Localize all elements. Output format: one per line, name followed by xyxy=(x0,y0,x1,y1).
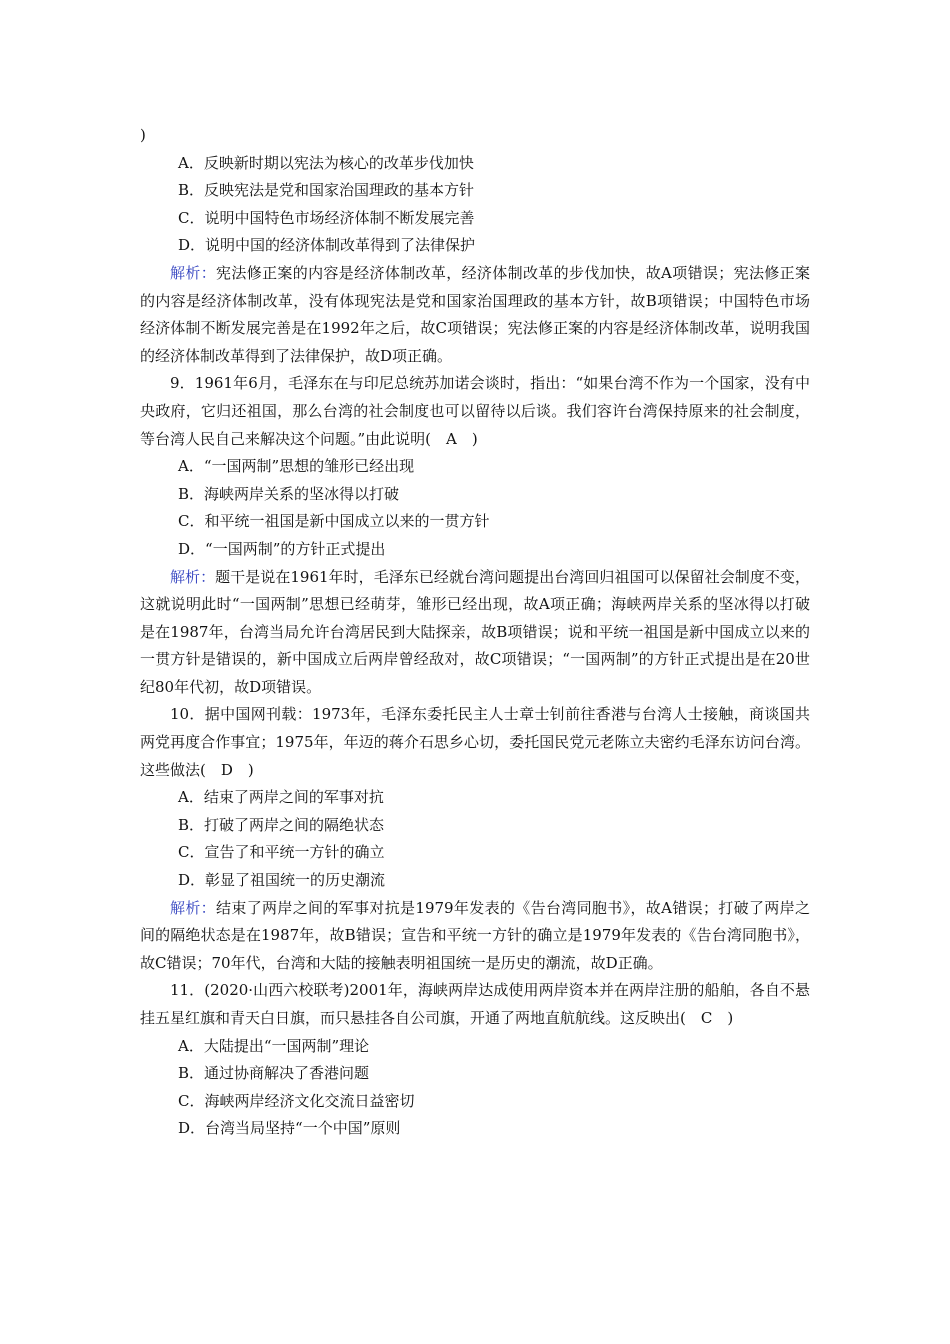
q9-option-b: B．海峡两岸关系的坚冰得以打破 xyxy=(178,484,400,503)
q8-option-c: C．说明中国特色市场经济体制不断发展完善 xyxy=(178,208,475,227)
q10-option-b: B．打破了两岸之间的隔绝状态 xyxy=(178,815,385,834)
q8-option-b: B．反映宪法是党和国家治国理政的基本方针 xyxy=(178,181,475,200)
q11-option-b: B．通过协商解决了香港问题 xyxy=(178,1064,370,1083)
q9-analysis xyxy=(140,564,810,702)
analysis-label: 解析： xyxy=(170,567,216,586)
analysis-text: 结束了两岸之间的军事对抗是1979年发表的《告台湾同胞书》，故A错误；打破了两岸之间的隔绝状态是在1987年，故B错误；宣告和平统一方针的确立是1979年发表的《告台湾同胞书》，故C错误；70年代，台湾和大陆的接触表明祖国统一是历史的潮流，故D正确。 xyxy=(140,898,810,972)
question-10: 10．据中国网刊载：1973年，毛泽东委托民主人士章士钊前往香港与台湾人士接触，商谈国共两党再度合作事宜；1975年，年迈的蒋介石思乡心切，委托国民党元老陈立夫密约毛泽东访问台湾。这些做法( D ) xyxy=(140,705,810,779)
q9-option-a: A．“一国两制”思想的雏形已经出现 xyxy=(178,457,415,476)
q11-option-c: C．海峡两岸经济文化交流日益密切 xyxy=(178,1091,415,1110)
q9-option-c: C．和平统一祖国是新中国成立以来的一贯方针 xyxy=(178,512,490,531)
q9-option-d: D．“一国两制”的方针正式提出 xyxy=(178,539,386,558)
question-11: 11．(2020·山西六校联考)2001年，海峡两岸达成使用两岸资本并在两岸注册的船舶，各自不悬挂五星红旗和青天白日旗，而只悬挂各自公司旗，开通了两地直航航线。这反映出( C ) xyxy=(140,981,810,1027)
analysis-text: 题干是说在1961年时，毛泽东已经就台湾问题提出台湾回归祖国可以保留社会制度不变，这就说明此时“一国两制”思想已经萌芽，雏形已经出现，故A项正确；海峡两岸关系的坚冰得以打破是在1987年，台湾当局允许台湾居民到大陆探亲，故B项错误；说和平统一祖国是新中国成立以来的一贯方针是错误的，新中国成立后两岸曾经敌对，故C项错误；“一国两制”的方针正式提出是在20世纪80年代初，故D项错误。 xyxy=(140,567,810,696)
q11-option-a: A．大陆提出“一国两制”理论 xyxy=(178,1036,370,1055)
q11-option-d: D．台湾当局坚持“一个中国”原则 xyxy=(178,1119,401,1138)
q10-analysis xyxy=(140,895,810,978)
q10-option-c: C．宣告了和平统一方针的确立 xyxy=(178,843,385,862)
analysis-label: 解析： xyxy=(170,263,217,282)
analysis-label: 解析： xyxy=(170,898,217,917)
q8-option-a: A．反映新时期以宪法为核心的改革步伐加快 xyxy=(178,153,474,172)
analysis-text: 宪法修正案的内容是经济体制改革，经济体制改革的步伐加快，故A项错误；宪法修正案的内容是经济体制改革，没有体现宪法是党和国家治国理政的基本方针，故B项错误；中国特色市场经济体制不断发展完善是在1992年之后，故C项错误；宪法修正案的内容是经济体制改革，说明我国的经济体制改革得到了法律保护，故D项正确。 xyxy=(140,263,810,365)
question-9: 9．1961年6月，毛泽东在与印尼总统苏加诺会谈时，指出：“如果台湾不作为一个国家，没有中央政府，它归还祖国，那么台湾的社会制度也可以留待以后谈。我们容许台湾保持原来的社会制度，等台湾人民自己来解决这个问题。”由此说明( A ) xyxy=(140,374,810,448)
question-8-tail: ) xyxy=(140,126,146,144)
q10-option-d: D．彰显了祖国统一的历史潮流 xyxy=(178,871,386,890)
q8-option-d: D．说明中国的经济体制改革得到了法律保护 xyxy=(178,236,476,255)
document-content xyxy=(140,122,810,1143)
q8-analysis xyxy=(140,260,810,370)
q10-option-a: A．结束了两岸之间的军事对抗 xyxy=(178,788,384,807)
